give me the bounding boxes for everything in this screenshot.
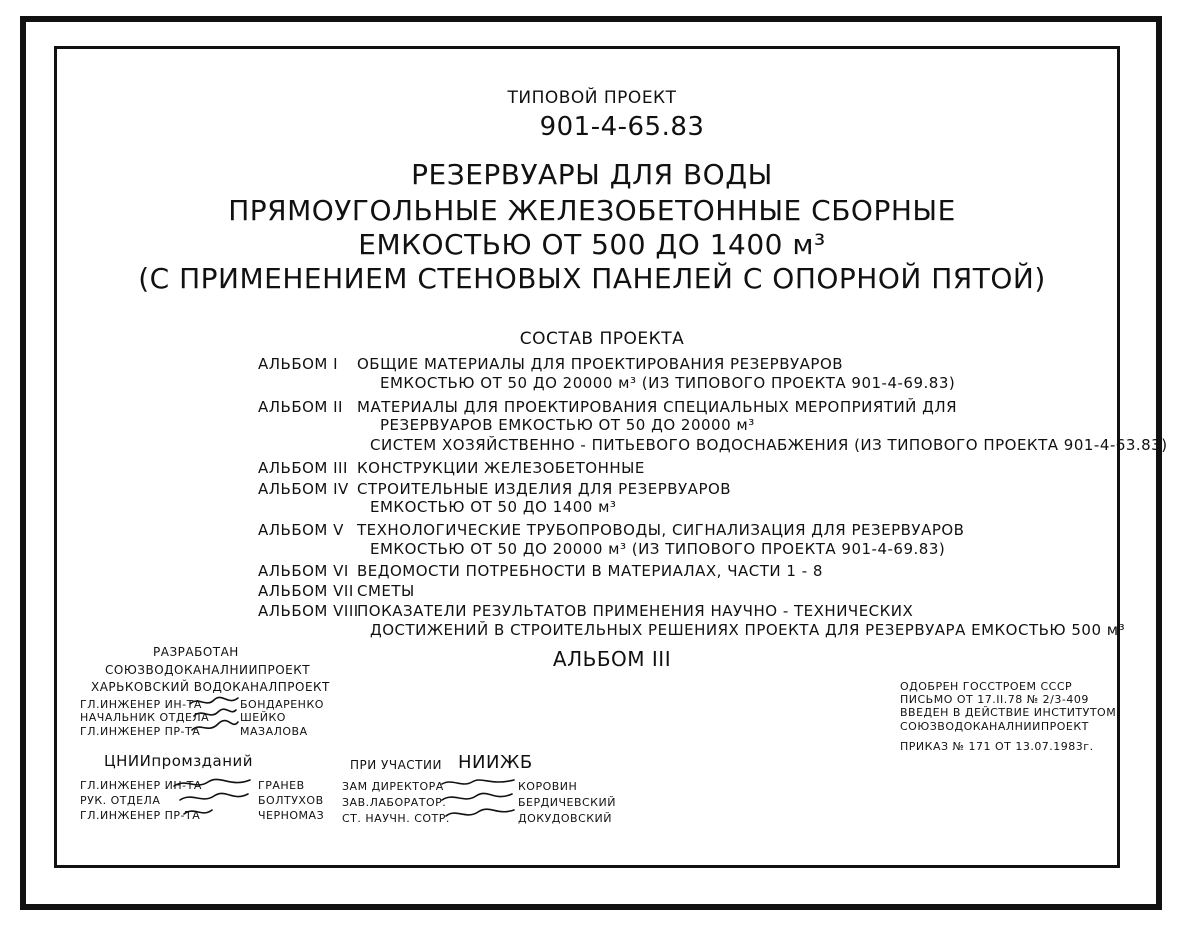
album-line: РЕЗЕРВУАРОВ ЕМКОСТЬЮ ОТ 50 ДО 20000 м³: [380, 416, 755, 434]
album-label: АЛЬБОМ VI: [258, 562, 349, 580]
staff-role: ГЛ.ИНЖЕНЕР ИН-ТА: [80, 698, 202, 711]
staff-name: ШЕЙКО: [240, 711, 286, 724]
album-line: СМЕТЫ: [357, 582, 415, 600]
staff-name: БОНДАРЕНКО: [240, 698, 324, 711]
album-label: АЛЬБОМ V: [258, 521, 344, 539]
album-line: МАТЕРИАЛЫ ДЛЯ ПРОЕКТИРОВАНИЯ СПЕЦИАЛЬНЫХ МЕРОПРИЯТИЙ ДЛЯ: [357, 398, 958, 416]
signature-scribble: [438, 776, 518, 824]
staff-name: БЕРДИЧЕВСКИЙ: [518, 796, 616, 809]
staff-role: СТ. НАУЧН. СОТР.: [342, 812, 450, 825]
album-line: ЕМКОСТЬЮ ОТ 50 ДО 20000 м³ (ИЗ ТИПОВОГО ПРОЕКТА 901-4-69.83): [370, 540, 946, 558]
approval-line: ПИСЬМО ОТ 17.II.78 № 2/3-409: [900, 693, 1089, 706]
album-label: АЛЬБОМ I: [258, 355, 339, 373]
approval-line: ОДОБРЕН ГОССТРОЕМ СССР: [900, 680, 1073, 693]
approval-line: ВВЕДЕН В ДЕЙСТВИЕ ИНСТИТУТОМ: [900, 706, 1117, 719]
staff-role: ЗАМ ДИРЕКТОРА: [342, 780, 444, 793]
staff-role: ГЛ.ИНЖЕНЕР ПР-ТА: [80, 725, 201, 738]
title-line-1: РЕЗЕРВУАРЫ ДЛЯ ВОДЫ: [411, 158, 773, 191]
title-line-4: (С ПРИМЕНЕНИЕМ СТЕНОВЫХ ПАНЕЛЕЙ С ОПОРНОЙ ПЯТОЙ): [138, 262, 1046, 295]
staff-role: ГЛ.ИНЖЕНЕР ПР-ТА: [80, 809, 201, 822]
developer-org-1: СОЮЗВОДОКАНАЛНИИПРОЕКТ: [105, 663, 311, 677]
developer-org-3: ЦНИИпромзданий: [104, 752, 254, 770]
approval-line: СОЮЗВОДОКАНАЛНИИПРОЕКТ: [900, 720, 1089, 733]
album-label: АЛЬБОМ VII: [258, 582, 354, 600]
album-line: ВЕДОМОСТИ ПОТРЕБНОСТИ В МАТЕРИАЛАХ, ЧАСТИ 1 - 8: [357, 562, 823, 580]
signature-scribble: [170, 776, 256, 822]
title-line-3: ЕМКОСТЬЮ ОТ 500 ДО 1400 м³: [358, 228, 826, 261]
developer-org-2: ХАРЬКОВСКИЙ ВОДОКАНАЛПРОЕКТ: [91, 680, 330, 694]
album-line: ОБЩИЕ МАТЕРИАЛЫ ДЛЯ ПРОЕКТИРОВАНИЯ РЕЗЕРВУАРОВ: [357, 355, 844, 373]
staff-name: ЧЕРНОМАЗ: [258, 809, 325, 822]
album-label: АЛЬБОМ II: [258, 398, 343, 416]
staff-name: МАЗАЛОВА: [240, 725, 308, 738]
current-album: АЛЬБОМ III: [552, 647, 672, 671]
staff-role: РУК. ОТДЕЛА: [80, 794, 161, 807]
signature-scribble: [188, 694, 240, 738]
album-line: КОНСТРУКЦИИ ЖЕЛЕЗОБЕТОННЫЕ: [357, 459, 645, 477]
staff-name: БОЛТУХОВ: [258, 794, 324, 807]
participation-label: ПРИ УЧАСТИИ: [350, 758, 442, 772]
staff-name: ДОКУДОВСКИЙ: [518, 812, 613, 825]
staff-name: ГРАНЕВ: [258, 779, 305, 792]
title-line-2: ПРЯМОУГОЛЬНЫЕ ЖЕЛЕЗОБЕТОННЫЕ СБОРНЫЕ: [228, 194, 956, 227]
album-line: СИСТЕМ ХОЗЯЙСТВЕННО - ПИТЬЕВОГО ВОДОСНАБЖЕНИЯ (ИЗ ТИПОВОГО ПРОЕКТА 901-4-63.83): [370, 436, 1168, 454]
album-label: АЛЬБОМ VIII: [258, 602, 359, 620]
developed-heading: РАЗРАБОТАН: [153, 645, 239, 659]
staff-role: НАЧАЛЬНИК ОТДЕЛА: [80, 711, 210, 724]
project-series: ТИПОВОЙ ПРОЕКТ: [507, 88, 677, 108]
staff-name: КОРОВИН: [518, 780, 578, 793]
staff-role: ГЛ.ИНЖЕНЕР ИН-ТА: [80, 779, 202, 792]
approval-line: ПРИКАЗ № 171 ОТ 13.07.1983г.: [900, 740, 1094, 753]
composition-heading: СОСТАВ ПРОЕКТА: [519, 329, 685, 349]
album-line: ЕМКОСТЬЮ ОТ 50 ДО 1400 м³: [370, 498, 617, 516]
album-line: ЕМКОСТЬЮ ОТ 50 ДО 20000 м³ (ИЗ ТИПОВОГО ПРОЕКТА 901-4-69.83): [380, 374, 956, 392]
project-number: 901-4-65.83: [539, 112, 705, 142]
participation-org: НИИЖБ: [458, 752, 533, 773]
album-line: ДОСТИЖЕНИЙ В СТРОИТЕЛЬНЫХ РЕШЕНИЯХ ПРОЕКТА ДЛЯ РЕЗЕРВУАРА ЕМКОСТЬЮ 500 м³: [370, 621, 1126, 639]
staff-role: ЗАВ.ЛАБОРАТОР.: [342, 796, 447, 809]
album-line: СТРОИТЕЛЬНЫЕ ИЗДЕЛИЯ ДЛЯ РЕЗЕРВУАРОВ: [357, 480, 732, 498]
album-line: ПОКАЗАТЕЛИ РЕЗУЛЬТАТОВ ПРИМЕНЕНИЯ НАУЧНО - ТЕХНИЧЕСКИХ: [357, 602, 914, 620]
album-line: ТЕХНОЛОГИЧЕСКИЕ ТРУБОПРОВОДЫ, СИГНАЛИЗАЦИЯ ДЛЯ РЕЗЕРВУАРОВ: [357, 521, 965, 539]
album-label: АЛЬБОМ IV: [258, 480, 349, 498]
album-label: АЛЬБОМ III: [258, 459, 348, 477]
